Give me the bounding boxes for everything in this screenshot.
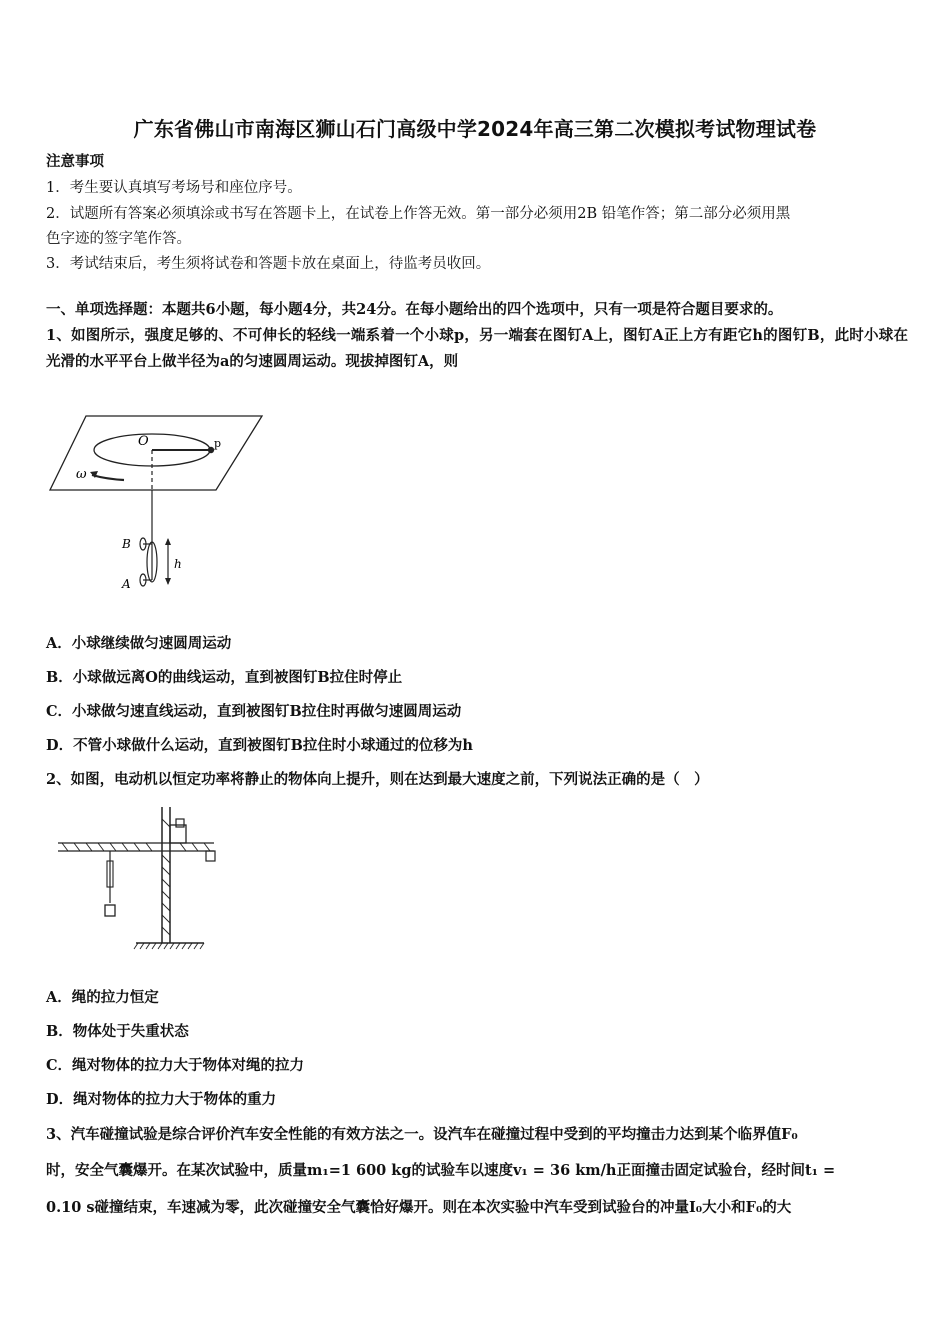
jib-lattice	[62, 843, 210, 851]
label-a: A	[122, 577, 131, 591]
question-2-figure	[52, 805, 222, 955]
counterweight	[206, 851, 215, 861]
question-2-option-b[interactable]: B．物体处于失重状态	[46, 1023, 189, 1040]
exam-title: 广东省佛山市南海区狮山石门高级中学2024年高三第二次模拟考试物理试卷	[133, 117, 817, 141]
notice-item-2: 2．试题所有答案必须填涂或书写在答题卡上，在试卷上作答无效。第一部分必须用2B 铅笔作答；第二部分必须用黑	[46, 206, 791, 222]
question-3-line-2: 时，安全气囊爆开。在某次试验中，质量m₁=1 600 kg的试验车以速度v₁ = 36 km/h正面撞击固定试验台，经时间t₁ =	[46, 1162, 836, 1179]
notice-heading: 注意事项	[46, 153, 104, 170]
question-2-option-a[interactable]: A．绳的拉力恒定	[46, 989, 159, 1006]
label-p: p	[214, 437, 222, 450]
lifted-object	[105, 905, 115, 916]
question-3-line-1: 3、汽车碰撞试验是综合评价汽车安全性能的有效方法之一。设汽车在碰撞过程中受到的平均撞击力达到某个临界值F₀	[46, 1126, 798, 1143]
label-b: B	[122, 537, 131, 551]
label-h: h	[174, 557, 182, 571]
height-arrow-down-icon	[165, 578, 171, 585]
height-arrow-up-icon	[165, 538, 171, 545]
question-2-option-c[interactable]: C．绳对物体的拉力大于物体对绳的拉力	[46, 1057, 305, 1074]
motor-unit	[176, 819, 184, 827]
motor-cab	[170, 825, 186, 843]
question-1-figure	[46, 408, 276, 598]
question-3-line-3: 0.10 s碰撞结束，车速减为零，此次碰撞安全气囊恰好爆开。则在本次实验中汽车受到试验台的冲量I₀大小和F₀的大	[46, 1199, 792, 1216]
question-2-stem: 2、如图，电动机以恒定功率将静止的物体向上提升，则在达到最大速度之前，下列说法正确的是（ ）	[46, 771, 709, 788]
section-heading: 一、单项选择题：本题共6小题，每小题4分，共24分。在每小题给出的四个选项中，只有一项是符合题目要求的。	[46, 301, 783, 318]
ground-hatching	[134, 943, 204, 949]
question-1-option-c[interactable]: C．小球做匀速直线运动，直到被图钉B拉住时再做匀速圆周运动	[46, 703, 462, 720]
notice-item-2-cont: 色字迹的签字笔作答。	[46, 231, 191, 247]
label-o: O	[138, 434, 149, 449]
notice-item-3: 3．考试结束后，考生须将试卷和答题卡放在桌面上，待监考员收回。	[46, 256, 491, 272]
tower-lattice	[162, 819, 170, 935]
label-omega: ω	[76, 467, 87, 482]
question-1-option-a[interactable]: A．小球继续做匀速圆周运动	[46, 635, 232, 652]
question-1-option-d[interactable]: D．不管小球做什么运动，直到被图钉B拉住时小球通过的位移为h	[46, 737, 473, 754]
question-2-option-d[interactable]: D．绳对物体的拉力大于物体的重力	[46, 1091, 277, 1108]
question-1-stem: 1、如图所示，强度足够的、不可伸长的轻线一端系着一个小球p，另一端套在图钉A上，图钉A正上方有距它h的图钉B，此时小球在光滑的水平平台上做半径为a的匀速圆周运动。现拔掉图钉A，则	[46, 327, 908, 370]
notice-item-1: 1．考生要认真填写考场号和座位序号。	[46, 180, 302, 196]
rotation-arrow	[92, 475, 124, 480]
question-1-option-b[interactable]: B．小球做远离O的曲线运动，直到被图钉B拉住时停止	[46, 669, 403, 686]
